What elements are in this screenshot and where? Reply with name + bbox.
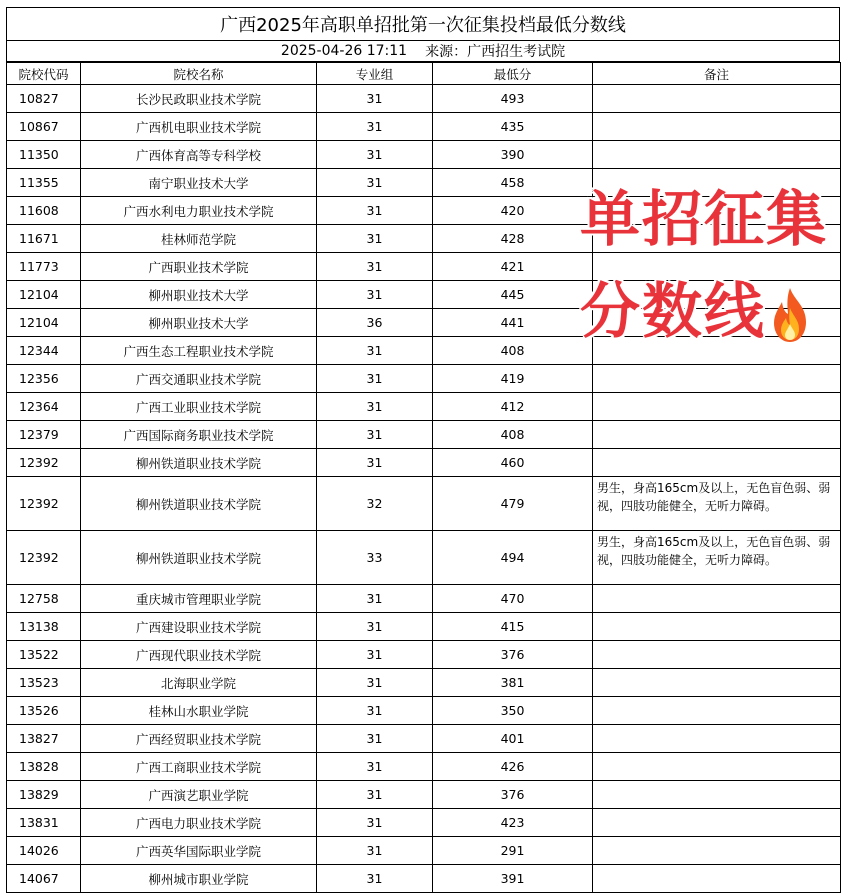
cell-note	[593, 781, 841, 809]
cell-code: 10867	[7, 113, 81, 141]
cell-name: 广西英华国际职业学院	[81, 837, 317, 865]
cell-group: 31	[317, 281, 433, 309]
table-header-row	[7, 63, 841, 85]
cell-group: 31	[317, 725, 433, 753]
table-row	[7, 365, 841, 393]
table-row	[7, 669, 841, 697]
cell-score: 493	[433, 85, 593, 113]
cell-score: 458	[433, 169, 593, 197]
cell-note	[593, 725, 841, 753]
table-row	[7, 641, 841, 669]
cell-code: 12104	[7, 309, 81, 337]
table-row	[7, 449, 841, 477]
cell-score: 445	[433, 281, 593, 309]
cell-group: 31	[317, 421, 433, 449]
cell-note	[593, 393, 841, 421]
cell-note	[593, 613, 841, 641]
cell-code: 12364	[7, 393, 81, 421]
cell-name: 柳州城市职业学院	[81, 865, 317, 893]
cell-score: 390	[433, 141, 593, 169]
cell-code: 14026	[7, 837, 81, 865]
cell-code: 11671	[7, 225, 81, 253]
cell-note	[593, 585, 841, 613]
cell-code: 13522	[7, 641, 81, 669]
cell-code: 12392	[7, 477, 81, 531]
cell-group: 31	[317, 753, 433, 781]
publish-datetime: 2025-04-26 17:11	[280, 43, 408, 59]
cell-group: 36	[317, 309, 433, 337]
cell-score: 408	[433, 337, 593, 365]
cell-note: 男生，身高165cm及以上，无色盲色弱、弱视，四肢功能健全，无听力障碍。	[593, 477, 841, 531]
cell-group: 31	[317, 393, 433, 421]
cell-score: 376	[433, 641, 593, 669]
cell-group: 31	[317, 585, 433, 613]
cell-group: 31	[317, 85, 433, 113]
overlay-headline: 单招征集	[580, 185, 828, 255]
cell-group: 32	[317, 477, 433, 531]
cell-code: 13827	[7, 725, 81, 753]
table-row	[7, 781, 841, 809]
table-row	[7, 421, 841, 449]
source-label: 来源：广西招生考试院	[425, 44, 566, 60]
cell-note	[593, 449, 841, 477]
cell-note	[593, 669, 841, 697]
cell-score: 408	[433, 421, 593, 449]
cell-code: 11355	[7, 169, 81, 197]
subtitle	[6, 41, 840, 62]
cell-code: 12104	[7, 281, 81, 309]
table-row	[7, 809, 841, 837]
cell-code: 13523	[7, 669, 81, 697]
overlay-subline	[580, 277, 812, 347]
cell-note	[593, 641, 841, 669]
cell-name: 广西体育高等专科学校	[81, 141, 317, 169]
cell-score: 423	[433, 809, 593, 837]
table-row	[7, 113, 841, 141]
cell-group: 31	[317, 169, 433, 197]
cell-group: 31	[317, 613, 433, 641]
cell-note	[593, 697, 841, 725]
cell-group: 31	[317, 197, 433, 225]
cell-name: 广西生态工程职业技术学院	[81, 337, 317, 365]
cell-name: 广西国际商务职业技术学院	[81, 421, 317, 449]
cell-code: 10827	[7, 85, 81, 113]
cell-group: 31	[317, 449, 433, 477]
cell-note: 男生，身高165cm及以上，无色盲色弱、弱视，四肢功能健全，无听力障碍。	[593, 531, 841, 585]
table-row	[7, 531, 841, 585]
cell-score: 435	[433, 113, 593, 141]
col-header-group: 专业组	[317, 63, 433, 85]
cell-code: 12758	[7, 585, 81, 613]
cell-group: 31	[317, 781, 433, 809]
cell-name: 广西经贸职业技术学院	[81, 725, 317, 753]
cell-group: 31	[317, 253, 433, 281]
cell-note	[593, 837, 841, 865]
cell-score: 421	[433, 253, 593, 281]
cell-code: 12344	[7, 337, 81, 365]
cell-score: 426	[433, 753, 593, 781]
cell-note	[593, 865, 841, 893]
cell-name: 南宁职业技术大学	[81, 169, 317, 197]
overlay-subline-text: 分数线	[580, 277, 766, 347]
table-row	[7, 141, 841, 169]
col-header-score: 最低分	[433, 63, 593, 85]
cell-note	[593, 365, 841, 393]
table-row	[7, 477, 841, 531]
cell-note	[593, 753, 841, 781]
page-title: 广西2025年高职单招批第一次征集投档最低分数线	[6, 7, 840, 41]
cell-name: 广西建设职业技术学院	[81, 613, 317, 641]
cell-score: 415	[433, 613, 593, 641]
cell-name: 广西演艺职业学院	[81, 781, 317, 809]
cell-name: 柳州职业技术大学	[81, 309, 317, 337]
cell-name: 广西交通职业技术学院	[81, 365, 317, 393]
cell-score: 391	[433, 865, 593, 893]
cell-group: 31	[317, 225, 433, 253]
cell-group: 31	[317, 641, 433, 669]
cell-score: 494	[433, 531, 593, 585]
cell-code: 13831	[7, 809, 81, 837]
cell-score: 419	[433, 365, 593, 393]
cell-score: 291	[433, 837, 593, 865]
cell-note	[593, 85, 841, 113]
cell-name: 桂林师范学院	[81, 225, 317, 253]
cell-score: 470	[433, 585, 593, 613]
cell-code: 11608	[7, 197, 81, 225]
table-row	[7, 85, 841, 113]
cell-group: 31	[317, 337, 433, 365]
table-row	[7, 613, 841, 641]
cell-note	[593, 809, 841, 837]
cell-name: 长沙民政职业技术学院	[81, 85, 317, 113]
col-header-note: 备注	[593, 63, 841, 85]
cell-group: 31	[317, 113, 433, 141]
cell-name: 柳州铁道职业技术学院	[81, 449, 317, 477]
score-sheet	[6, 7, 840, 893]
cell-name: 北海职业学院	[81, 669, 317, 697]
cell-score: 420	[433, 197, 593, 225]
cell-code: 13526	[7, 697, 81, 725]
cell-score: 428	[433, 225, 593, 253]
cell-name: 广西电力职业技术学院	[81, 809, 317, 837]
cell-name: 柳州铁道职业技术学院	[81, 477, 317, 531]
cell-name: 广西机电职业技术学院	[81, 113, 317, 141]
cell-score: 376	[433, 781, 593, 809]
cell-score: 441	[433, 309, 593, 337]
cell-group: 31	[317, 837, 433, 865]
cell-group: 31	[317, 809, 433, 837]
table-row	[7, 393, 841, 421]
cell-name: 重庆城市管理职业学院	[81, 585, 317, 613]
cell-note	[593, 421, 841, 449]
cell-code: 11350	[7, 141, 81, 169]
table-row	[7, 697, 841, 725]
cell-code: 12392	[7, 449, 81, 477]
cell-group: 31	[317, 865, 433, 893]
table-row	[7, 725, 841, 753]
cell-note	[593, 141, 841, 169]
cell-code: 13829	[7, 781, 81, 809]
cell-group: 33	[317, 531, 433, 585]
cell-group: 31	[317, 365, 433, 393]
cell-score: 412	[433, 393, 593, 421]
col-header-name: 院校名称	[81, 63, 317, 85]
cell-name: 柳州铁道职业技术学院	[81, 531, 317, 585]
cell-code: 11773	[7, 253, 81, 281]
cell-name: 广西水利电力职业技术学院	[81, 197, 317, 225]
col-header-code: 院校代码	[7, 63, 81, 85]
cell-score: 460	[433, 449, 593, 477]
cell-score: 381	[433, 669, 593, 697]
cell-code: 13138	[7, 613, 81, 641]
cell-code: 12356	[7, 365, 81, 393]
table-row	[7, 585, 841, 613]
cell-score: 401	[433, 725, 593, 753]
cell-code: 12392	[7, 531, 81, 585]
cell-score: 479	[433, 477, 593, 531]
cell-name: 广西职业技术学院	[81, 253, 317, 281]
cell-group: 31	[317, 697, 433, 725]
table-row	[7, 865, 841, 893]
cell-code: 12379	[7, 421, 81, 449]
cell-name: 柳州职业技术大学	[81, 281, 317, 309]
cell-note	[593, 113, 841, 141]
cell-name: 桂林山水职业学院	[81, 697, 317, 725]
cell-code: 14067	[7, 865, 81, 893]
fire-icon	[768, 286, 812, 344]
cell-name: 广西工商职业技术学院	[81, 753, 317, 781]
cell-code: 13828	[7, 753, 81, 781]
table-row	[7, 837, 841, 865]
cell-score: 350	[433, 697, 593, 725]
cell-group: 31	[317, 141, 433, 169]
cell-name: 广西工业职业技术学院	[81, 393, 317, 421]
cell-group: 31	[317, 669, 433, 697]
cell-name: 广西现代职业技术学院	[81, 641, 317, 669]
table-row	[7, 753, 841, 781]
